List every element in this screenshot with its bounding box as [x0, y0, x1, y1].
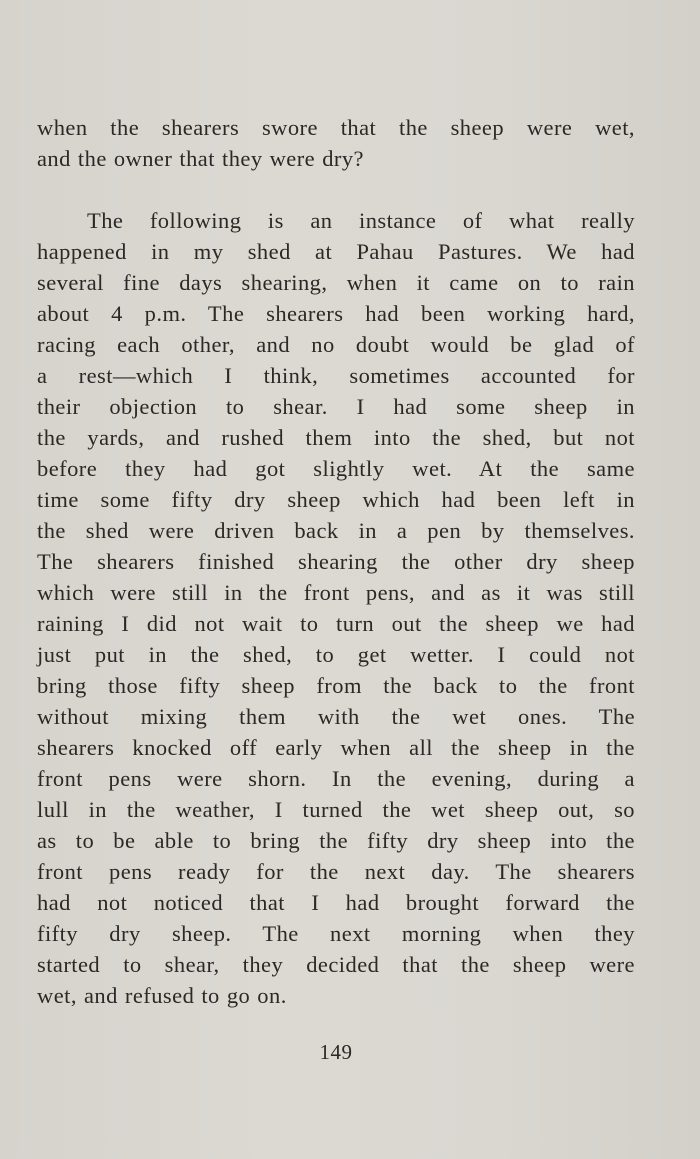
text-line: time some fifty dry sheep which had been left in	[37, 487, 635, 512]
book-page-body	[37, 112, 635, 1011]
text-line: before they had got slightly wet. At the same	[37, 456, 635, 481]
text-line: shearers knocked off early when all the sheep in the	[37, 735, 635, 760]
text-line: several fine days shearing, when it came on to rain	[37, 270, 635, 295]
text-line: had not noticed that I had brought forward the	[37, 890, 635, 915]
paragraph-1	[37, 112, 635, 174]
text-line: lull in the weather, I turned the wet sheep out, so	[37, 797, 635, 822]
paragraph-gap	[37, 174, 635, 205]
text-line: started to shear, they decided that the sheep were	[37, 952, 635, 977]
text-line: raining I did not wait to turn out the sheep we had	[37, 611, 635, 636]
text-line: when the shearers swore that the sheep were wet,	[37, 115, 635, 140]
text-line: The following is an instance of what really	[87, 208, 635, 233]
text-line: bring those fifty sheep from the back to the front	[37, 673, 635, 698]
text-line: which were still in the front pens, and as it was still	[37, 580, 635, 605]
text-line: happened in my shed at Pahau Pastures. We had	[37, 239, 635, 264]
text-line: just put in the shed, to get wetter. I could not	[37, 642, 635, 667]
paragraph-2	[37, 205, 635, 1011]
text-line: without mixing them with the wet ones. The	[37, 704, 635, 729]
text-line: a rest—which I think, sometimes accounted for	[37, 363, 635, 388]
text-line: racing each other, and no doubt would be glad of	[37, 332, 635, 357]
text-line: the shed were driven back in a pen by themselves.	[37, 518, 635, 543]
text-line: fifty dry sheep. The next morning when they	[37, 921, 635, 946]
page-number: 149	[319, 1040, 353, 1064]
text-line: wet, and refused to go on.	[37, 983, 287, 1008]
text-line: their objection to shear. I had some sheep in	[37, 394, 635, 419]
text-line: about 4 p.m. The shearers had been working hard,	[37, 301, 635, 326]
text-line: the yards, and rushed them into the shed, but not	[37, 425, 635, 450]
text-line: as to be able to bring the fifty dry sheep into the	[37, 828, 635, 853]
text-line: The shearers finished shearing the other dry sheep	[37, 549, 635, 574]
text-line: front pens were shorn. In the evening, during a	[37, 766, 635, 791]
text-line: front pens ready for the next day. The shearers	[37, 859, 635, 884]
text-line: and the owner that they were dry?	[37, 146, 364, 171]
